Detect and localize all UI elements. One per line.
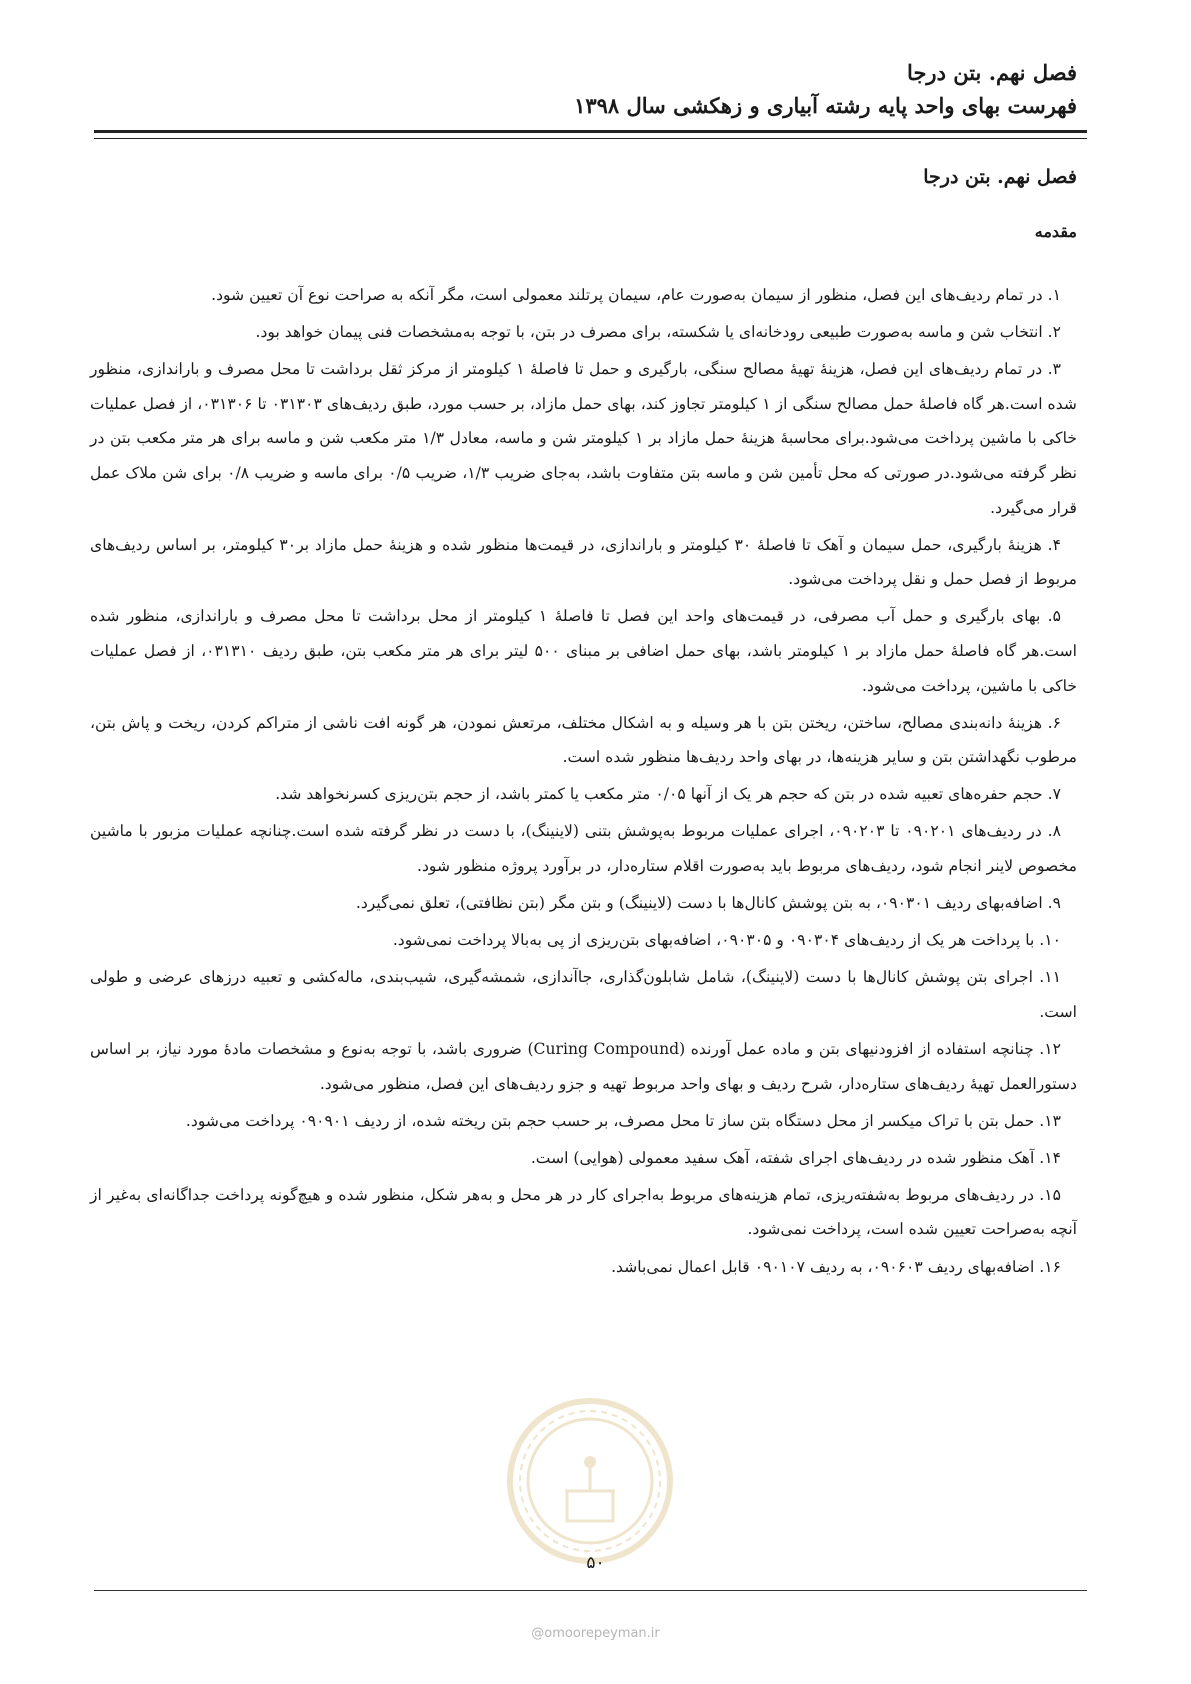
header-chapter-line: فصل نهم. بتن درجا [907, 60, 1077, 85]
numbered-paragraph: ۳. در تمام ردیف‌های این فصل، هزینهٔ تهیهٔ مصالح سنگی، بارگیری و حمل تا فاصلهٔ ۱ کیلومتر از مرکز ثقل برداشت تا محل مصرف و باراندازی، منظور شده است.هر گاه فاصلهٔ حمل مصالح سنگی از ۱ کیلومتر تجاوز کند، بهای حمل مازاد، بر حسب مورد، طبق ردیف‌های ۰۳۱۳۰۳ تا ۰۳۱۳۰۶، از فصل عملیات خاکی با ماشین پرداخت می‌شود.برای محاسبهٔ هزینهٔ حمل مازاد بر ۱ کیلومتر شن و ماسه، معادل ۱/۳ متر مکعب شن و ماسه برای هر متر مکعب بتن در نظر گرفته می‌شود.در صورتی که محل تأمین شن و ماسه بتن متفاوت باشد، به‌جای ضریب ۱/۳، ضریب ۰/۵ برای ماسه و ضریب ۰/۸ برای شن ملاک عمل قرار می‌گیرد. [90, 360, 1077, 517]
footer-divider [94, 1590, 1087, 1591]
numbered-paragraph: ۸. در ردیف‌های ۰۹۰۲۰۱ تا ۰۹۰۲۰۳، اجرای عملیات مربوط به‌پوشش بتنی (لاینینگ)، با دست در نظر گرفته شده است.چنانچه عملیات مزبور با ماشین مخصوص لاینر انجام شود، ردیف‌های مربوط باید به‌صورت اقلام ستاره‌دار، در برآورد پروژه منظور شود. [90, 822, 1077, 875]
numbered-paragraph: ۱. در تمام ردیف‌های این فصل، منظور از سیمان به‌صورت عام، سیمان پرتلند معمولی است، مگر آنکه به صراحت نوع آن تعیین شود. [211, 286, 1061, 304]
numbered-paragraph: ۱۳. حمل بتن با تراک میکسر از محل دستگاه بتن ساز تا محل مصرف، بر حسب حجم بتن ریخته شده، از ردیف ۰۹۰۹۰۱ پرداخت می‌شود. [185, 1111, 1061, 1130]
numbered-paragraph: ۱۲. چنانچه استفاده از افزودنیهای بتن و ماده عمل آورنده (Curing Compound) ضروری باشد، با توجه به‌نوع و مشخصات مادهٔ مورد نیاز، بر اساس دستورالعمل تهیهٔ ردیف‌های ستاره‌دار، شرح ردیف و بهای واحد مربوط تهیه و جزو ردیف‌های این فصل، منظور می‌شود. [90, 1039, 1077, 1093]
numbered-paragraph: ۲. انتخاب شن و ماسه به‌صورت طبیعی رودخانه‌ای یا شکسته، برای مصرف در بتن، با توجه به‌مشخصات فنی پیمان خواهد بود. [255, 323, 1061, 342]
chapter-title: فصل نهم. بتن درجا [923, 166, 1077, 188]
numbered-paragraph: ۷. حجم حفره‌های تعبیه شده در بتن که حجم هر یک از آنها ۰/۰۵ متر مکعب یا کمتر باشد، از حجم بتن‌ریزی کسرنخواهد شد. [275, 785, 1061, 804]
numbered-paragraph: ۹. اضافه‌بهای ردیف ۰۹۰۳۰۱، به بتن پوشش کانال‌ها با دست (لاینینگ) و بتن مگر (بتن نظافتی)، تعلق نمی‌گیرد. [355, 894, 1061, 913]
numbered-paragraph: ۱۰. با پرداخت هر یک از ردیف‌های ۰۹۰۳۰۴ و ۰۹۰۳۰۵، اضافه‌بهای بتن‌ریزی از پی به‌بالا پرداخت نمی‌شود. [392, 931, 1061, 950]
numbered-paragraph: ۵. بهای بارگیری و حمل آب مصرفی، در قیمت‌های واحد این فصل تا فاصلهٔ ۱ کیلومتر از محل برداشت تا محل مصرف و باراندازی، منظور شده است.هر گاه فاصلهٔ حمل مازاد بر ۱ کیلومتر باشد، بهای حمل اضافی بر مبنای ۵۰۰ لیتر برای هر متر مکعب بتن، طبق ردیف ۰۳۱۳۱۰، از فصل عملیات خاکی با ماشین، پرداخت می‌شود. [90, 607, 1077, 695]
numbered-paragraph: ۱۱. اجرای بتن پوشش کانال‌ها با دست (لاینینگ)، شامل شابلون‌گذاری، جاآندازی، شمشه‌گیری، شیب‌بندی، ماله‌کشی و تعبیه درزهای عرضی و طولی است. [90, 968, 1077, 1021]
watermark-seal-icon [505, 1396, 675, 1566]
page-number: ۵۰ [586, 1553, 605, 1573]
watermark-url: @omoorepeyman.ir [531, 1626, 660, 1641]
header-divider [94, 130, 1087, 139]
document-body [90, 278, 1077, 1287]
numbered-paragraph: ۱۶. اضافه‌بهای ردیف ۰۹۰۶۰۳، به ردیف ۰۹۰۱۰۷ قابل اعمال نمی‌باشد. [611, 1257, 1061, 1276]
numbered-paragraph: ۴. هزینهٔ بارگیری، حمل سیمان و آهک تا فاصلهٔ ۳۰ کیلومتر و باراندازی، در قیمت‌ها منظور شده و هزینهٔ حمل مازاد بر۳۰ کیلومتر، بر اساس ردیف‌های مربوط از فصل حمل و نقل پرداخت می‌شود. [90, 535, 1077, 589]
section-heading-introduction: مقدمه [1034, 222, 1077, 241]
numbered-paragraph: ۱۵. در ردیف‌های مربوط به‌شفته‌ریزی، تمام هزینه‌های مربوط به‌اجرای کار در هر محل و به‌هر شکل، منظور شده و هیچ‌گونه پرداخت جداگانه‌ای به‌غیر از آنچه به‌صراحت تعیین شده است، پرداخت نمی‌شود. [90, 1185, 1077, 1239]
numbered-paragraph: ۶. هزینهٔ دانه‌بندی مصالح، ساختن، ریختن بتن با هر وسیله و به اشکال مختلف، مرتعش نمودن، هر گونه افت ناشی از متراکم کردن، ریخت و پاش بتن، مرطوب نگهداشتن بتن و سایر هزینه‌ها، در بهای واحد ردیف‌ها منظور شده است. [90, 713, 1077, 767]
header-document-title: فهرست بهای واحد پایه رشته آبیاری و زهکشی سال ۱۳۹۸ [574, 93, 1077, 118]
running-header [90, 56, 1077, 122]
numbered-paragraph: ۱۴. آهک منظور شده در ردیف‌های اجرای شفته، آهک سفید معمولی (هوایی) است. [530, 1148, 1061, 1167]
